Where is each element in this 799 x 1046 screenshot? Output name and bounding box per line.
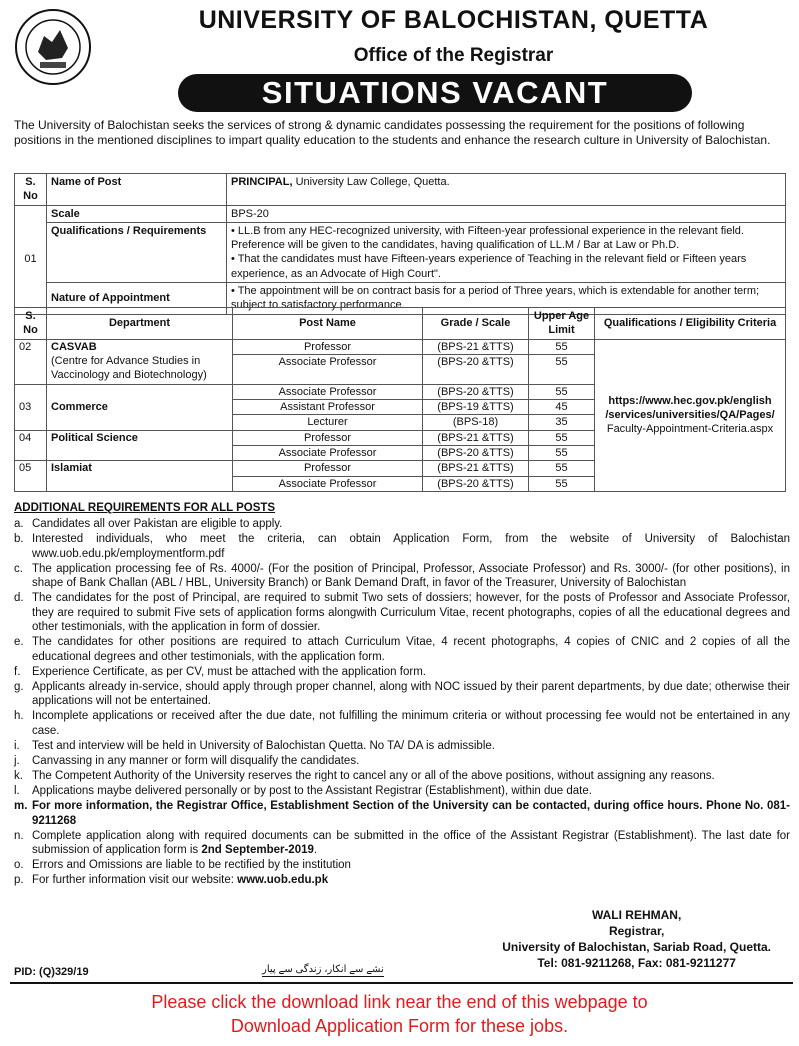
list-item: g. Applicants already in-service, should apply through proper channel, along with NOC issued by their parent departments, by due date; otherwise their applications will not be entertained.	[14, 680, 790, 708]
list-item: j. Canvassing in any manner or form will disqualify the candidates.	[14, 755, 360, 768]
table-header-row	[15, 308, 786, 340]
grade-cell: (BPS-21 &TTS)	[423, 461, 529, 476]
urdu-slogan: نشے سے انکار، زندگی سے پیار	[262, 964, 384, 975]
download-note	[0, 990, 799, 1038]
principal-table	[14, 173, 786, 315]
sno-cell: 05	[15, 461, 47, 492]
list-item: n. Complete application along with required documents can be submitted in the office of the Assistant Registrar (Establishment). The last date for submission of application form is 2nd September-2019.	[14, 829, 790, 857]
age-cell: 55	[529, 430, 595, 445]
grade-cell: (BPS-21 &TTS)	[423, 339, 529, 354]
row-label: Name of Post	[47, 174, 227, 206]
sno-cell: 02	[15, 339, 47, 384]
post-name-value: PRINCIPAL, University Law College, Quetta.	[227, 174, 786, 206]
office-name: Office of the Registrar	[353, 45, 554, 66]
row-label: Nature of Appointment	[47, 283, 227, 315]
dept-cell: Political Science	[47, 430, 233, 461]
row-label: Scale	[47, 205, 227, 222]
university-seal-logo	[14, 8, 92, 86]
grade-cell: (BPS-20 &TTS)	[423, 384, 529, 399]
post-cell: Associate Professor	[233, 476, 423, 491]
age-cell: 55	[529, 461, 595, 476]
grade-cell: (BPS-20 &TTS)	[423, 446, 529, 461]
grade-cell: (BPS-21 &TTS)	[423, 430, 529, 445]
col-department: Department	[47, 308, 233, 340]
post-cell: Lecturer	[233, 415, 423, 430]
list-item: d. The candidates for the post of Principal, are required to submit Two sets of dossiers; however, for the posts of Professor and Associate Professor, they are required to submit Five sets of application forms alongwith Curriculum Vitae, recent photographs, copies of all the educational degrees and other testimonials, with the application in form of dossier.	[14, 592, 790, 634]
table-row	[15, 339, 786, 354]
grade-cell: (BPS-19 &TTS)	[423, 400, 529, 415]
post-cell: Associate Professor	[233, 354, 423, 384]
registrar-name: WALI REHMAN,	[591, 908, 682, 922]
scale-value: BPS-20	[227, 205, 786, 222]
col-age: Upper Age Limit	[529, 308, 595, 340]
registrar-contact: Tel: 081-9211268, Fax: 081-9211277	[537, 956, 736, 970]
list-item: m. For more information, the Registrar Office, Establishment Section of the University can be contacted, during office hours. Phone No. 081-9211268	[14, 799, 790, 827]
divider	[10, 982, 793, 984]
age-cell: 45	[529, 400, 595, 415]
nature-value: • The appointment will be on contract basis for a period of Three years, which is extendable for another term; subject to satisfactory performance.	[227, 283, 786, 315]
age-cell: 55	[529, 339, 595, 354]
dept-cell: Commerce	[47, 384, 233, 430]
age-cell: 55	[529, 384, 595, 399]
age-cell: 55	[529, 476, 595, 491]
list-item: f. Experience Certificate, as per CV, must be attached with the application form.	[14, 665, 426, 678]
sno-cell: 04	[15, 430, 47, 461]
row-label: Qualifications / Requirements	[47, 222, 227, 282]
post-cell: Professor	[233, 430, 423, 445]
download-note-line: Please click the download link near the end of this webpage to	[151, 992, 648, 1012]
dept-cell: CASVAB (Centre for Advance Studies in Vaccinology and Biotechnology)	[47, 339, 233, 384]
age-cell: 55	[529, 446, 595, 461]
age-cell: 35	[529, 415, 595, 430]
dept-cell: Islamiat	[47, 461, 233, 492]
qualifications-value: • LL.B from any HEC-recognized university, with Fifteen-year professional experience in the relevant field. Preference will be given to the candidates, having qualification of LL.M / Bar at Law or Ph.D. • That the candidates must have Fifteen-years experience of Teaching in the relevant field or Fifteen years experience, as an Advocate of High Court".	[227, 222, 786, 282]
posts-table	[14, 307, 786, 492]
registrar-address: University of Balochistan, Sariab Road, Quetta.	[502, 940, 771, 954]
post-cell: Professor	[233, 339, 423, 354]
registrar-title: Registrar,	[608, 924, 665, 938]
header	[0, 0, 799, 118]
download-note-line: Download Application Form for these jobs.	[230, 1016, 569, 1036]
table-row	[15, 205, 786, 222]
col-grade: Grade / Scale	[423, 308, 529, 340]
list-item: p. For further information visit our website: www.uob.edu.pk	[14, 874, 329, 887]
col-post: Post Name	[233, 308, 423, 340]
sno-header: S. No	[15, 174, 47, 206]
sno-cell: 01	[15, 205, 47, 314]
age-cell: 55	[529, 354, 595, 384]
list-item: k. The Competent Authority of the University reserves the right to cancel any or all of the above positions, without assigning any reasons.	[14, 770, 715, 782]
criteria-cell: https://www.hec.gov.pk/english /services/universities/QA/Pages/ Faculty-Appointment-Criteria.aspx	[595, 339, 786, 491]
additional-requirements-title: ADDITIONAL REQUIREMENTS FOR ALL POSTS	[14, 502, 276, 514]
pid-number: PID: (Q)329/19	[14, 966, 89, 978]
post-cell: Associate Professor	[233, 446, 423, 461]
table-row	[15, 222, 786, 282]
list-item: o. Errors and Omissions are liable to be rectified by the institution	[14, 859, 351, 872]
university-name: UNIVERSITY OF BALOCHISTAN, QUETTA	[198, 6, 709, 34]
registrar-signature-block	[502, 907, 771, 971]
table-row	[15, 174, 786, 206]
intro-paragraph: The University of Balochistan seeks the services of strong & dynamic candidates possessing the requirement for the positions of following positions in the mentioned disciplines to impart quality education to the students and enhance the research culture in University of Balochistan.	[14, 118, 771, 147]
post-cell: Assistant Professor	[233, 400, 423, 415]
list-item: a. Candidates all over Pakistan are eligible to apply.	[14, 518, 283, 530]
sno-cell: 03	[15, 384, 47, 430]
grade-cell: (BPS-20 &TTS)	[423, 354, 529, 384]
list-item: e. The candidates for other positions are required to attach Curriculum Vitae, 4 recent photographs, 4 copies of CNIC and 2 copies of all the educational degrees and other testimonials, with the application form.	[14, 636, 790, 663]
situations-vacant-banner: SITUATIONS VACANT	[178, 74, 692, 112]
list-item: c. The application processing fee of Rs. 4000/- (For the position of Principal, Professor, Associate Professor) and Rs. 3000/- (for other positions), in shape of Bank Challan (ABL / HBL, University Branch) or Bank Demand Draft, in favor of the Treasurer, University of Balochistan	[14, 562, 790, 590]
requirements-list	[14, 517, 790, 888]
grade-cell: (BPS-20 &TTS)	[423, 476, 529, 491]
list-item: h. Incomplete applications or received after the due date, not fulfilling the minimum criteria or without processing fee would not be entertained in any case.	[14, 710, 790, 738]
post-cell: Associate Professor	[233, 384, 423, 399]
list-item: l. Applications maybe delivered personally or by post to the Assistant Registrar (Establishment), within due date.	[14, 784, 592, 797]
post-cell: Professor	[233, 461, 423, 476]
col-sno: S. No	[15, 308, 47, 340]
list-item: i. Test and interview will be held in University of Balochistan Quetta. No TA/ DA is admissible.	[14, 740, 495, 753]
list-item: b. Interested individuals, who meet the criteria, can obtain Application Form, from the website of University of Balochistan www.uob.edu.pk/employmentform.pdf	[14, 532, 790, 560]
grade-cell: (BPS-18)	[423, 415, 529, 430]
col-criteria: Qualifications / Eligibility Criteria	[595, 308, 786, 340]
